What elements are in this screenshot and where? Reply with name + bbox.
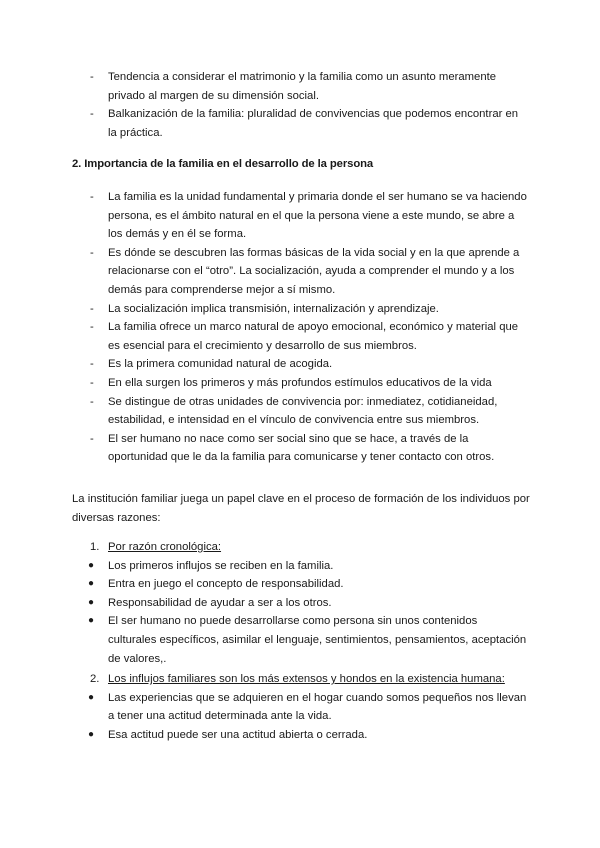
list-item-text: Tendencia a considerar el matrimonio y la familia como un asunto meramente privado al margen de su dimensión social.: [108, 71, 497, 102]
numbered-item-title: Los influjos familiares son los más extensos y hondos en la existencia humana:: [108, 673, 505, 685]
dash-marker: -: [90, 321, 94, 334]
bullet-marker: ●: [88, 559, 95, 571]
list-item: [0, 393, 600, 430]
list-item: [0, 689, 600, 726]
bullet-marker: ●: [88, 728, 95, 740]
list-item: [0, 430, 600, 467]
dash-marker: -: [90, 108, 94, 121]
list-item: [0, 557, 600, 576]
list-item-text: Se distingue de otras unidades de convivencia por: inmediatez, cotidianeidad, estabilidad, e intensidad en el vínculo de convivencia entre sus miembros.: [108, 395, 498, 427]
dash-marker: -: [90, 71, 94, 83]
importance-dash-list: [0, 188, 600, 467]
list-item-text: Es dónde se descubren las formas básicas de la vida social y en la que aprende a relacionarse con el “otro”. La socialización, ayuda a comprender el mundo y a los demás para comprenderse mejor a sí mismo.: [108, 246, 520, 296]
list-item: [0, 105, 600, 142]
numbered-item: [0, 538, 600, 557]
list-item: [0, 594, 600, 613]
list-item-text: Esa actitud puede ser una actitud abierta o cerrada.: [108, 728, 368, 741]
chronological-reason-list: [0, 538, 600, 668]
list-item-text: Los primeros influjos se reciben en la familia.: [108, 559, 334, 572]
list-item: [0, 68, 600, 105]
list-item-text: La familia ofrece un marco natural de apoyo emocional, económico y material que es esencial para el crecimiento y desarrollo de sus miembros.: [108, 321, 519, 352]
list-item-text: Es la primera comunidad natural de acogida.: [108, 358, 333, 371]
number-marker: 1.: [90, 541, 100, 553]
list-item: [0, 188, 600, 244]
dash-marker: -: [90, 376, 94, 389]
list-item: [0, 244, 600, 300]
list-item: [0, 318, 600, 355]
list-item: [0, 612, 600, 668]
numbered-item-title: Por razón cronológica:: [108, 541, 222, 553]
list-item-text: La socialización implica transmisión, internalización y aprendizaje.: [108, 302, 439, 315]
list-item: [0, 355, 600, 374]
dash-marker: -: [90, 191, 94, 203]
list-item: [0, 726, 600, 745]
dash-marker: -: [90, 358, 94, 371]
dash-marker: -: [90, 432, 94, 445]
dash-marker: -: [90, 302, 94, 315]
family-influence-list: [0, 670, 600, 744]
bullet-marker: ●: [88, 578, 95, 590]
section-heading: 2. Importancia de la familia en el desarrollo de la persona: [72, 158, 374, 170]
list-item-text: En ella surgen los primeros y más profundos estímulos educativos de la vida: [108, 376, 492, 389]
list-item-text: Las experiencias que se adquieren en el hogar cuando somos pequeños nos llevan a tener una actitud determinada ante la vida.: [108, 691, 527, 723]
intro-paragraph: La institución familiar juega un papel clave en el proceso de formación de los individuos por diversas razones:: [72, 493, 530, 524]
top-dash-list: [0, 68, 600, 142]
list-item-text: Responsabilidad de ayudar a ser a los otros.: [108, 596, 332, 609]
list-item-text: Entra en juego el concepto de responsabilidad.: [108, 578, 344, 591]
dash-marker: -: [90, 246, 94, 259]
bullet-marker: ●: [88, 691, 95, 703]
list-item: [0, 374, 600, 393]
bullet-marker: ●: [88, 596, 95, 608]
list-item: [0, 300, 600, 319]
numbered-item: [0, 670, 600, 689]
list-item-text: Balkanización de la familia: pluralidad de convivencias que podemos encontrar en la práctica.: [108, 108, 519, 139]
list-item-text: El ser humano no puede desarrollarse como persona sin unos contenidos culturales específicos, asimilar el lenguaje, sentimientos, pensamientos, aceptación de valores,.: [108, 615, 527, 665]
list-item-text: El ser humano no nace como ser social sino que se hace, a través de la oportunidad que le da la familia para comunicarse y tener contacto con otros.: [108, 432, 495, 464]
list-item: [0, 575, 600, 594]
bullet-marker: ●: [88, 615, 95, 627]
number-marker: 2.: [90, 673, 100, 685]
list-item-text: La familia es la unidad fundamental y primaria donde el ser humano se va haciendo persona, es el ámbito natural en el que la persona viene a este mundo, se abre a los demás y en él se forma.: [108, 191, 527, 241]
dash-marker: -: [90, 395, 94, 408]
